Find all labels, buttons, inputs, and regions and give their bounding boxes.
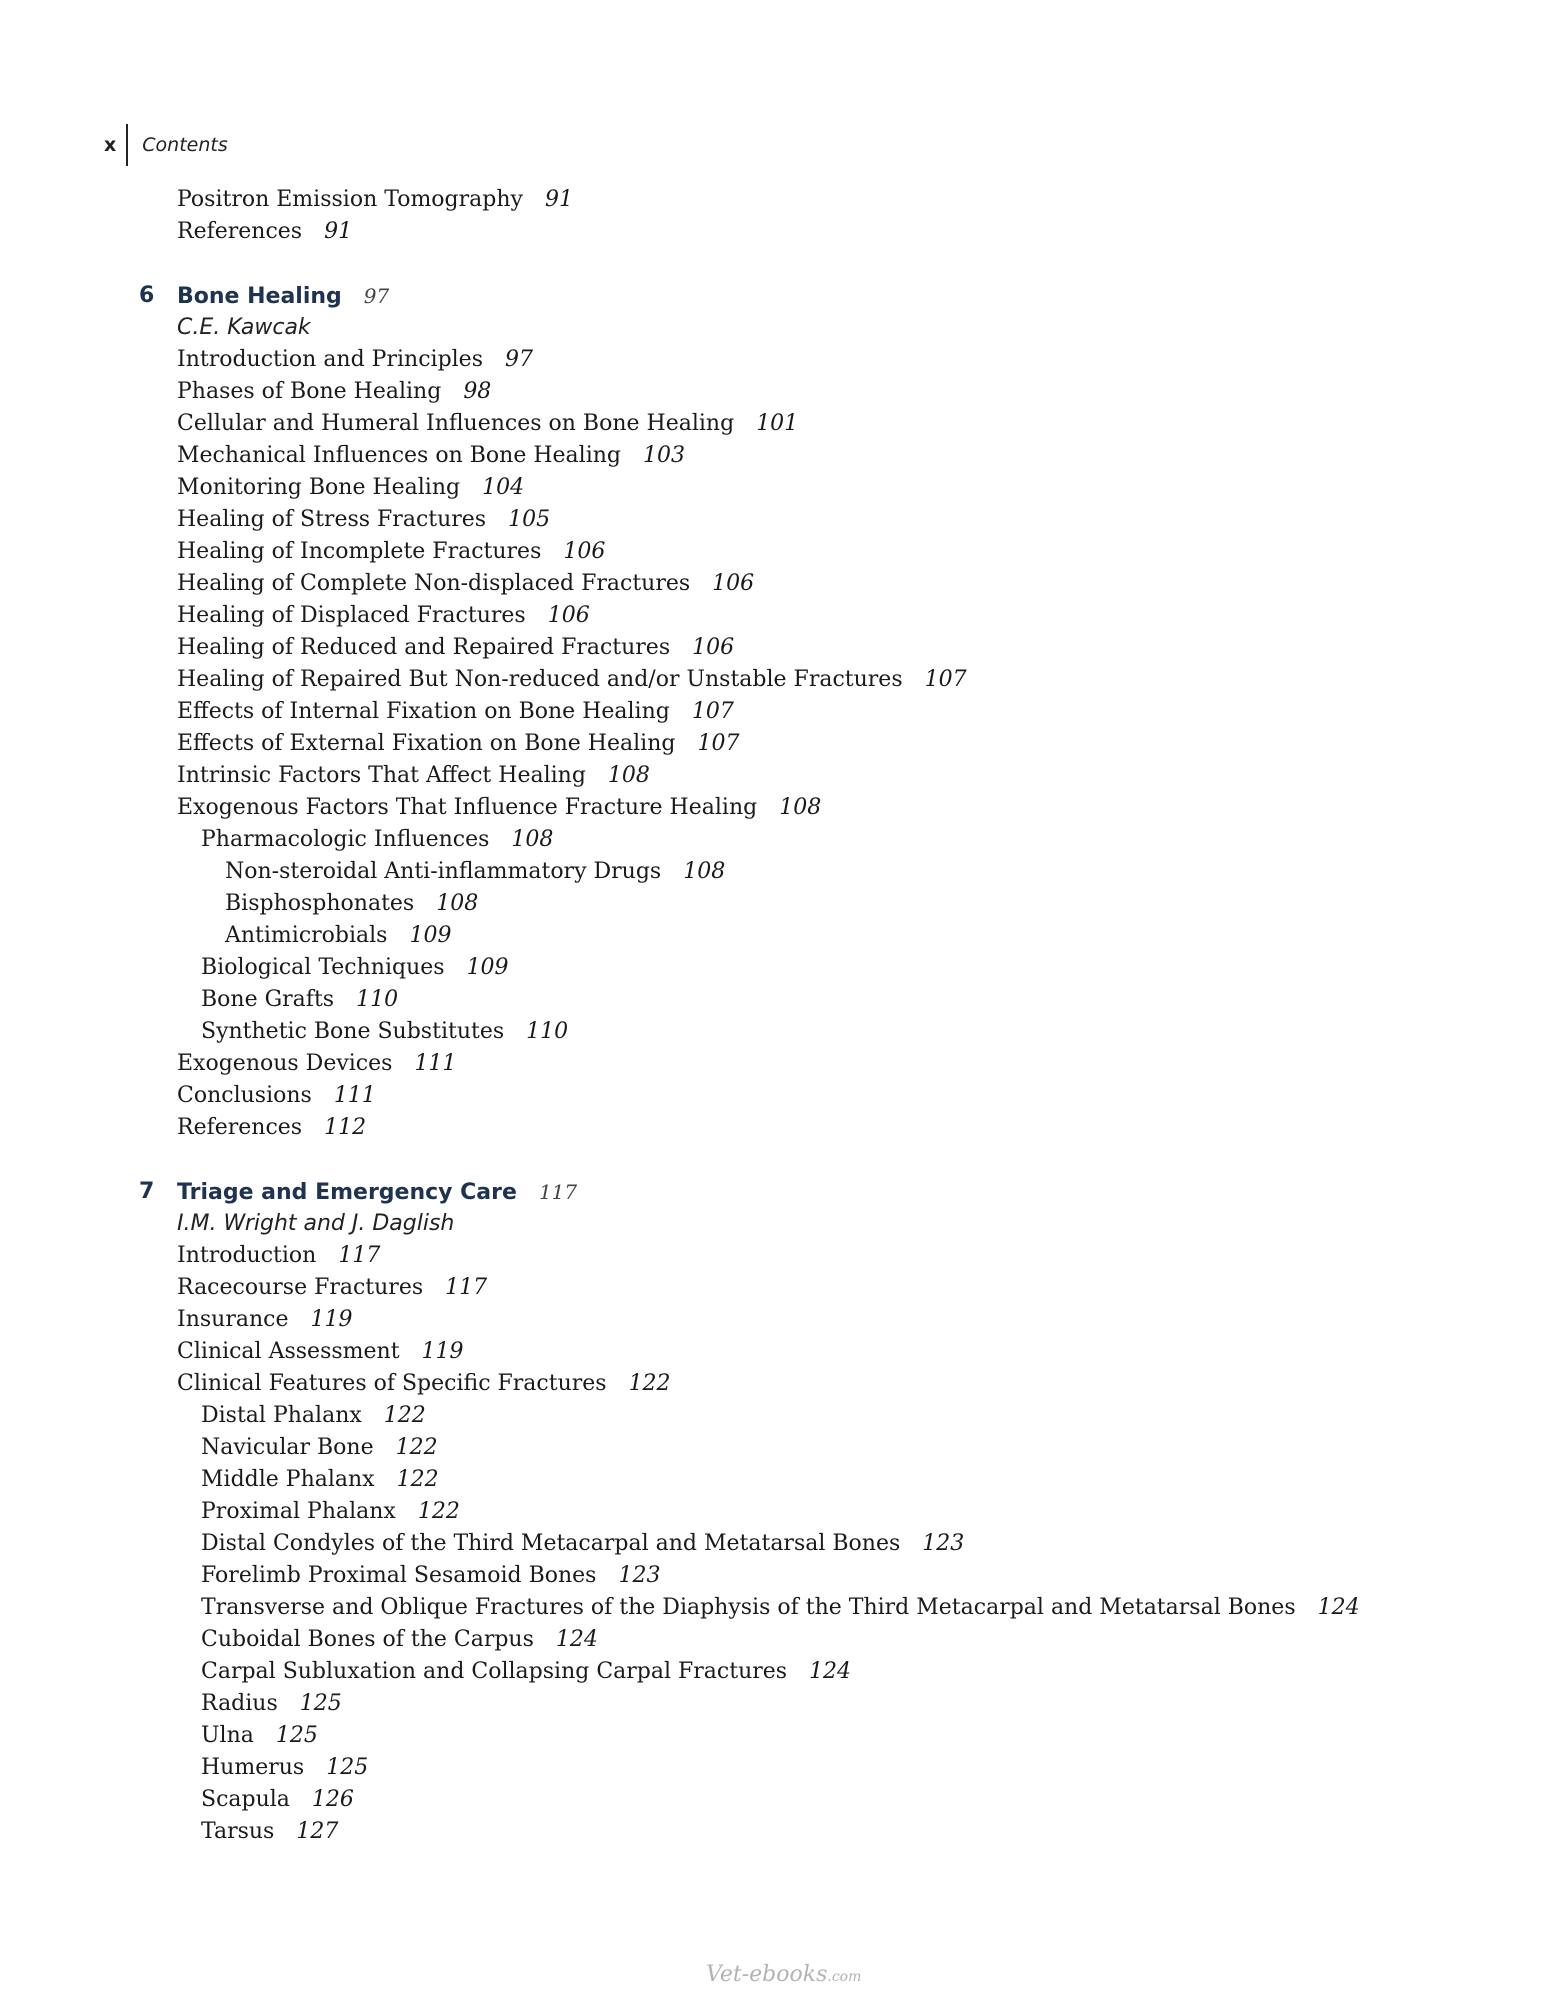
toc-entry-page: 106 [712,571,755,596]
chapter-heading[interactable] [0,1176,1565,1208]
toc-entry[interactable] [0,696,1565,728]
toc-subentry[interactable] [0,952,1565,984]
toc-entry-title: Cellular and Humeral Influences on Bone Healing [177,411,735,436]
chapter-title: Triage and Emergency Care [177,1180,517,1205]
toc-entry-page: 98 [463,379,492,404]
toc-entry-title: Healing of Repaired But Non-reduced and/or Unstable Fractures [177,667,903,692]
toc-entry-title: Antimicrobials [225,923,388,948]
toc-entry[interactable] [0,1368,1565,1400]
toc-entry-page: 108 [683,859,726,884]
toc-subentry[interactable] [0,984,1565,1016]
toc-entry[interactable] [0,632,1565,664]
toc-entry[interactable] [0,568,1565,600]
toc-entry-page: 108 [607,763,650,788]
toc-entry[interactable] [0,1080,1565,1112]
toc-entry-page: 125 [326,1755,369,1780]
toc-entry-page: 107 [697,731,740,756]
toc-entry-title: Insurance [177,1307,289,1332]
chapter-authors: C.E. Kawcak [177,315,311,340]
toc-entry[interactable] [0,1112,1565,1144]
toc-entry-title: Healing of Complete Non-displaced Fractures [177,571,691,596]
toc-entry-page: 127 [296,1819,339,1844]
toc-entry-title: Ulna [201,1723,254,1748]
chapter-number: 7 [139,1179,155,1204]
chapter-authors-line [0,1208,1565,1240]
toc-entry-page: 122 [396,1467,439,1492]
toc-entry-title: Forelimb Proximal Sesamoid Bones [201,1563,597,1588]
toc-entry-title: Phases of Bone Healing [177,379,442,404]
toc-entry-page: 126 [311,1787,354,1812]
toc-subentry[interactable] [0,1720,1565,1752]
chapter-page: 117 [538,1180,578,1204]
toc-entry-page: 107 [924,667,967,692]
toc-entry-page: 123 [922,1531,965,1556]
toc-entry-page: 110 [356,987,399,1012]
toc-entry-page: 124 [555,1627,598,1652]
toc-subentry[interactable] [0,1528,1565,1560]
toc-entry-page: 123 [618,1563,661,1588]
toc-subentry[interactable] [0,1016,1565,1048]
toc-entry-page: 119 [310,1307,353,1332]
toc-entry-page: 124 [809,1659,852,1684]
toc-entry-title: Proximal Phalanx [201,1499,396,1524]
header-divider [126,124,128,166]
section-gap [0,1144,1565,1176]
toc-entry-page: 122 [395,1435,438,1460]
toc-subsubentry[interactable] [0,856,1565,888]
toc-entry-page: 111 [333,1083,376,1108]
toc-entry[interactable] [0,1272,1565,1304]
toc-subentry[interactable] [0,1592,1565,1624]
toc-entry-page: 109 [466,955,509,980]
toc-entry-page: 107 [691,699,734,724]
toc-entry-page: 104 [482,475,525,500]
toc-entry-page: 117 [338,1243,381,1268]
toc-entry-page: 103 [643,443,685,468]
toc-entry-page: 122 [417,1499,460,1524]
toc-entry-page: 125 [299,1691,342,1716]
watermark-logo [706,1962,861,1987]
chapter-authors: I.M. Wright and J. Daglish [177,1211,455,1236]
toc-entry-page: 108 [511,827,554,852]
toc-entry[interactable] [0,664,1565,696]
toc-entry-title: Clinical Features of Specific Fractures [177,1371,607,1396]
toc-entry-title: Racecourse Fractures [177,1275,424,1300]
toc-subentry[interactable] [0,1496,1565,1528]
toc-entry-title: Pharmacologic Influences [201,827,490,852]
watermark-main: Vet-ebooks [706,1962,828,1987]
toc-subsubentry[interactable] [0,920,1565,952]
table-of-contents [0,184,1565,1848]
toc-entry-title: References [177,219,303,244]
toc-entry-title: Healing of Reduced and Repaired Fractures [177,635,671,660]
toc-subsubentry[interactable] [0,888,1565,920]
toc-entry-page: 109 [409,923,452,948]
chapter-title: Bone Healing [177,284,342,309]
toc-entry-title: Distal Phalanx [201,1403,362,1428]
page-number: x [104,134,117,156]
toc-entry-title: Healing of Incomplete Fractures [177,539,542,564]
section-gap [0,248,1565,280]
toc-entry-title: Exogenous Factors That Influence Fracture Healing [177,795,758,820]
toc-entry-title: Clinical Assessment [177,1339,400,1364]
toc-entry[interactable] [0,728,1565,760]
chapter-page: 97 [363,284,390,308]
chapter-number: 6 [139,283,155,308]
toc-entry[interactable] [0,760,1565,792]
toc-entry-title: Healing of Displaced Fractures [177,603,526,628]
toc-subentry[interactable] [0,1624,1565,1656]
watermark-suffix: .com [827,1969,862,1985]
toc-entry-title: Introduction and Principles [177,347,483,372]
toc-entry-title: Cuboidal Bones of the Carpus [201,1627,534,1652]
toc-subentry[interactable] [0,1752,1565,1784]
page-header [104,124,228,166]
toc-entry-title: Navicular Bone [201,1435,374,1460]
toc-entry-title: Transverse and Oblique Fractures of the Diaphysis of the Third Metacarpal and Metatarsal Bones [201,1595,1296,1620]
toc-entry[interactable] [0,184,1565,216]
toc-entry-page: 105 [508,507,551,532]
toc-entry[interactable] [0,536,1565,568]
toc-entry-title: Effects of External Fixation on Bone Healing [177,731,676,756]
toc-entry-title: Healing of Stress Fractures [177,507,487,532]
toc-entry-title: Effects of Internal Fixation on Bone Healing [177,699,670,724]
toc-entry-page: 91 [324,219,353,244]
toc-subentry[interactable] [0,1432,1565,1464]
toc-entry-title: Synthetic Bone Substitutes [201,1019,505,1044]
chapter-heading[interactable] [0,280,1565,312]
toc-entry-page: 97 [505,347,533,372]
toc-entry-page: 111 [414,1051,457,1076]
toc-subentry[interactable] [0,824,1565,856]
toc-entry-title: Carpal Subluxation and Collapsing Carpal Fractures [201,1659,788,1684]
toc-entry-title: Tarsus [201,1819,275,1844]
toc-entry[interactable] [0,504,1565,536]
toc-entry-page: 108 [779,795,822,820]
toc-entry-page: 108 [436,891,479,916]
toc-entry-page: 122 [628,1371,671,1396]
toc-subentry[interactable] [0,1464,1565,1496]
toc-entry-title: Intrinsic Factors That Affect Healing [177,763,586,788]
toc-entry[interactable] [0,1240,1565,1272]
toc-subentry[interactable] [0,1400,1565,1432]
running-head: Contents [142,134,228,156]
toc-entry-page: 110 [526,1019,569,1044]
toc-entry-title: Introduction [177,1243,317,1268]
toc-entry-page: 125 [275,1723,318,1748]
toc-entry-title: Bone Grafts [201,987,335,1012]
toc-entry-title: Monitoring Bone Healing [177,475,461,500]
toc-subentry[interactable] [0,1688,1565,1720]
toc-entry-page: 119 [421,1339,464,1364]
toc-entry-page: 124 [1317,1595,1360,1620]
toc-entry-title: Exogenous Devices [177,1051,393,1076]
toc-entry[interactable] [0,1336,1565,1368]
toc-entry[interactable] [0,344,1565,376]
toc-entry-title: Non-steroidal Anti-inflammatory Drugs [225,859,662,884]
toc-entry[interactable] [0,440,1565,472]
toc-entry-title: References [177,1115,303,1140]
toc-entry-page: 106 [692,635,735,660]
toc-entry-title: Middle Phalanx [201,1467,375,1492]
toc-entry-page: 117 [445,1275,488,1300]
toc-subentry[interactable] [0,1656,1565,1688]
toc-entry-page: 112 [324,1115,367,1140]
chapter-authors-line [0,312,1565,344]
toc-entry-page: 122 [383,1403,426,1428]
toc-entry[interactable] [0,472,1565,504]
toc-entry[interactable] [0,216,1565,248]
toc-entry-title: Biological Techniques [201,955,445,980]
toc-entry-title: Distal Condyles of the Third Metacarpal and Metatarsal Bones [201,1531,901,1556]
toc-entry-title: Positron Emission Tomography [177,187,523,212]
toc-entry[interactable] [0,408,1565,440]
toc-entry-title: Bisphosphonates [225,891,415,916]
toc-entry[interactable] [0,1304,1565,1336]
toc-entry[interactable] [0,376,1565,408]
toc-entry-title: Conclusions [177,1083,312,1108]
toc-entry-page: 101 [756,411,799,436]
toc-entry-page: 106 [547,603,590,628]
toc-subentry[interactable] [0,1784,1565,1816]
toc-subentry[interactable] [0,1816,1565,1848]
toc-entry-page: 106 [563,539,606,564]
toc-subentry[interactable] [0,1560,1565,1592]
toc-entry[interactable] [0,1048,1565,1080]
toc-entry-title: Radius [201,1691,278,1716]
toc-entry[interactable] [0,792,1565,824]
toc-entry-title: Scapula [201,1787,290,1812]
toc-entry-page: 91 [544,187,573,212]
toc-entry[interactable] [0,600,1565,632]
toc-entry-title: Humerus [201,1755,305,1780]
toc-entry-title: Mechanical Influences on Bone Healing [177,443,621,468]
